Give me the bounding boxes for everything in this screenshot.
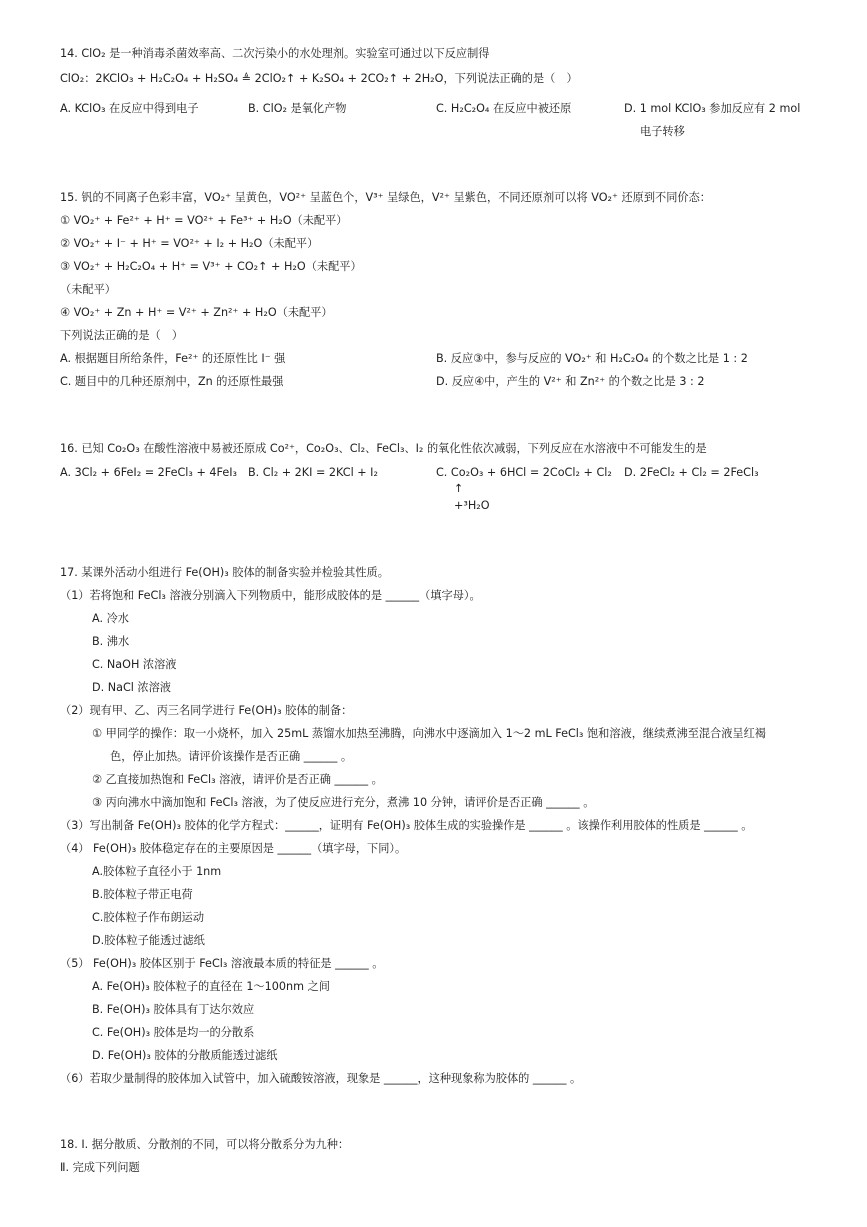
q15-reaction-1: ① VO₂⁺ + Fe²⁺ + H⁺ = VO²⁺ + Fe³⁺ + H₂O（未配平） bbox=[60, 214, 348, 227]
q17-part-3: （3）写出制备 Fe(OH)₃ 胶体的化学方程式：______，证明有 Fe(OH)₃ 胶体生成的实验操作是 ______ 。该操作利用胶体的性质是 ______ 。 bbox=[60, 819, 753, 832]
q14-stem: 14. ClO₂ 是一种消毒杀菌效率高、二次污染小的水处理剂。实验室可通过以下反应制得 bbox=[60, 47, 490, 60]
q17-part-5-option-a: A. Fe(OH)₃ 胶体粒子的直径在 1～100nm 之间 bbox=[92, 980, 330, 993]
q15-reaction-2: ② VO₂⁺ + I⁻ + H⁺ = VO²⁺ + I₂ + H₂O（未配平） bbox=[60, 237, 319, 250]
q17-stem: 17. 某课外活动小组进行 Fe(OH)₃ 胶体的制备实验并检验其性质。 bbox=[60, 566, 389, 579]
q16-option-c-water: +³H₂O bbox=[454, 499, 490, 512]
q17-part-4-option-d: D.胶体粒子能透过滤纸 bbox=[92, 934, 205, 947]
q15-option-d: D. 反应④中，产生的 V²⁺ 和 Zn²⁺ 的个数之比是 3 : 2 bbox=[436, 375, 705, 388]
q15-option-a: A. 根据题目所给条件，Fe²⁺ 的还原性比 I⁻ 强 bbox=[60, 352, 286, 365]
q17-part-5-option-d: D. Fe(OH)₃ 胶体的分散质能透过滤纸 bbox=[92, 1049, 278, 1062]
q14-option-d-cont: 电子转移 bbox=[640, 125, 685, 138]
q17-part-6: （6）若取少量制得的胶体加入试管中，加入硫酸铵溶液，现象是 ______，这种现象称为胶体的 ______ 。 bbox=[60, 1072, 582, 1085]
q14-option-b: B. ClO₂ 是氧化产物 bbox=[248, 102, 347, 115]
q17-part-4: （4） Fe(OH)₃ 胶体稳定存在的主要原因是 ______（填字母，下同）。 bbox=[60, 842, 407, 855]
q16-option-b: B. Cl₂ + 2KI = 2KCl + I₂ bbox=[248, 466, 378, 479]
q17-part-1-option-a: A. 冷水 bbox=[92, 612, 129, 625]
q17-part-5-option-b: B. Fe(OH)₃ 胶体具有丁达尔效应 bbox=[92, 1003, 255, 1016]
q17-part-4-option-a: A.胶体粒子直径小于 1nm bbox=[92, 865, 222, 878]
q17-part-2: （2）现有甲、乙、丙三名同学进行 Fe(OH)₃ 胶体的制备： bbox=[60, 704, 353, 717]
q17-part-2-item-1: ① 甲同学的操作：取一小烧杯，加入 25mL 蒸馏水加热至沸腾，向沸水中逐滴加入 1～2 mL FeCl₃ 饱和溶液，继续煮沸至混合液呈红褐 bbox=[92, 727, 766, 740]
q17-part-2-item-2: ② 乙直接加热饱和 FeCl₃ 溶液，请评价是否正确 ______ 。 bbox=[92, 773, 383, 786]
q17-part-2-item-1-cont: 色，停止加热。请评价该操作是否正确 ______ 。 bbox=[110, 750, 353, 763]
q15-reaction-4: ④ VO₂⁺ + Zn + H⁺ = V²⁺ + Zn²⁺ + H₂O（未配平） bbox=[60, 306, 333, 319]
q14-option-c: C. H₂C₂O₄ 在反应中被还原 bbox=[436, 102, 572, 115]
q16-option-a: A. 3Cl₂ + 6FeI₂ = 2FeCl₃ + 4FeI₃ bbox=[60, 466, 237, 479]
q18-sub: Ⅱ. 完成下列问题 bbox=[60, 1161, 140, 1174]
q17-part-5-option-c: C. Fe(OH)₃ 胶体是均一的分散系 bbox=[92, 1026, 255, 1039]
q17-part-1-option-d: D. NaCl 浓溶液 bbox=[92, 681, 171, 694]
q17-part-1-option-c: C. NaOH 浓溶液 bbox=[92, 658, 177, 671]
q14-equation: ClO₂：2KClO₃ + H₂C₂O₄ + H₂SO₄ ≜ 2ClO₂↑ + K₂SO₄ + 2CO₂↑ + 2H₂O，下列说法正确的是（ ） bbox=[60, 72, 578, 85]
q14-option-a: A. KClO₃ 在反应中得到电子 bbox=[60, 102, 199, 115]
q17-part-1: （1）若将饱和 FeCl₃ 溶液分别滴入下列物质中，能形成胶体的是 ______（填字母）。 bbox=[60, 589, 481, 602]
q17-part-4-option-c: C.胶体粒子作布朗运动 bbox=[92, 911, 205, 924]
q15-reaction-3: ③ VO₂⁺ + H₂C₂O₄ + H⁺ = V³⁺ + CO₂↑ + H₂O（未配平） bbox=[60, 260, 362, 273]
q15-stem: 15. 钒的不同离子色彩丰富，VO₂⁺ 呈黄色，VO²⁺ 呈蓝色个，V³⁺ 呈绿色，V²⁺ 呈紫色，不同还原剂可以将 VO₂⁺ 还原到不同价态： bbox=[60, 191, 711, 204]
q18-stem: 18. Ⅰ. 据分散质、分散剂的不同，可以将分散系分为九种： bbox=[60, 1138, 350, 1151]
q17-part-4-option-b: B.胶体粒子带正电荷 bbox=[92, 888, 193, 901]
q15-reaction-3-note: （未配平） bbox=[60, 283, 116, 296]
q17-part-1-option-b: B. 沸水 bbox=[92, 635, 130, 648]
q15-option-b: B. 反应③中，参与反应的 VO₂⁺ 和 H₂C₂O₄ 的个数之比是 1 : 2 bbox=[436, 352, 748, 365]
q17-part-5: （5） Fe(OH)₃ 胶体区别于 FeCl₃ 溶液最本质的特征是 ______ 。 bbox=[60, 957, 384, 970]
q16-option-c: C. Co₂O₃ + 6HCl = 2CoCl₂ + Cl₂ bbox=[436, 466, 612, 479]
q14-option-d: D. 1 mol KClO₃ 参加反应有 2 mol bbox=[624, 102, 801, 115]
q17-part-2-item-3: ③ 丙向沸水中滴加饱和 FeCl₃ 溶液，为了使反应进行充分，煮沸 10 分钟，请评价是否正确 ______ 。 bbox=[92, 796, 595, 809]
q16-option-d: D. 2FeCl₂ + Cl₂ = 2FeCl₃ bbox=[624, 466, 759, 479]
q16-stem: 16. 已知 Co₂O₃ 在酸性溶液中易被还原成 Co²⁺，Co₂O₃、Cl₂、FeCl₃、I₂ 的氧化性依次减弱，下列反应在水溶液中不可能发生的是 bbox=[60, 442, 707, 455]
q15-option-c: C. 题目中的几种还原剂中，Zn 的还原性最强 bbox=[60, 375, 284, 388]
q16-option-c-arrow: ↑ bbox=[454, 482, 464, 495]
q15-ask: 下列说法正确的是（ ） bbox=[60, 329, 184, 342]
